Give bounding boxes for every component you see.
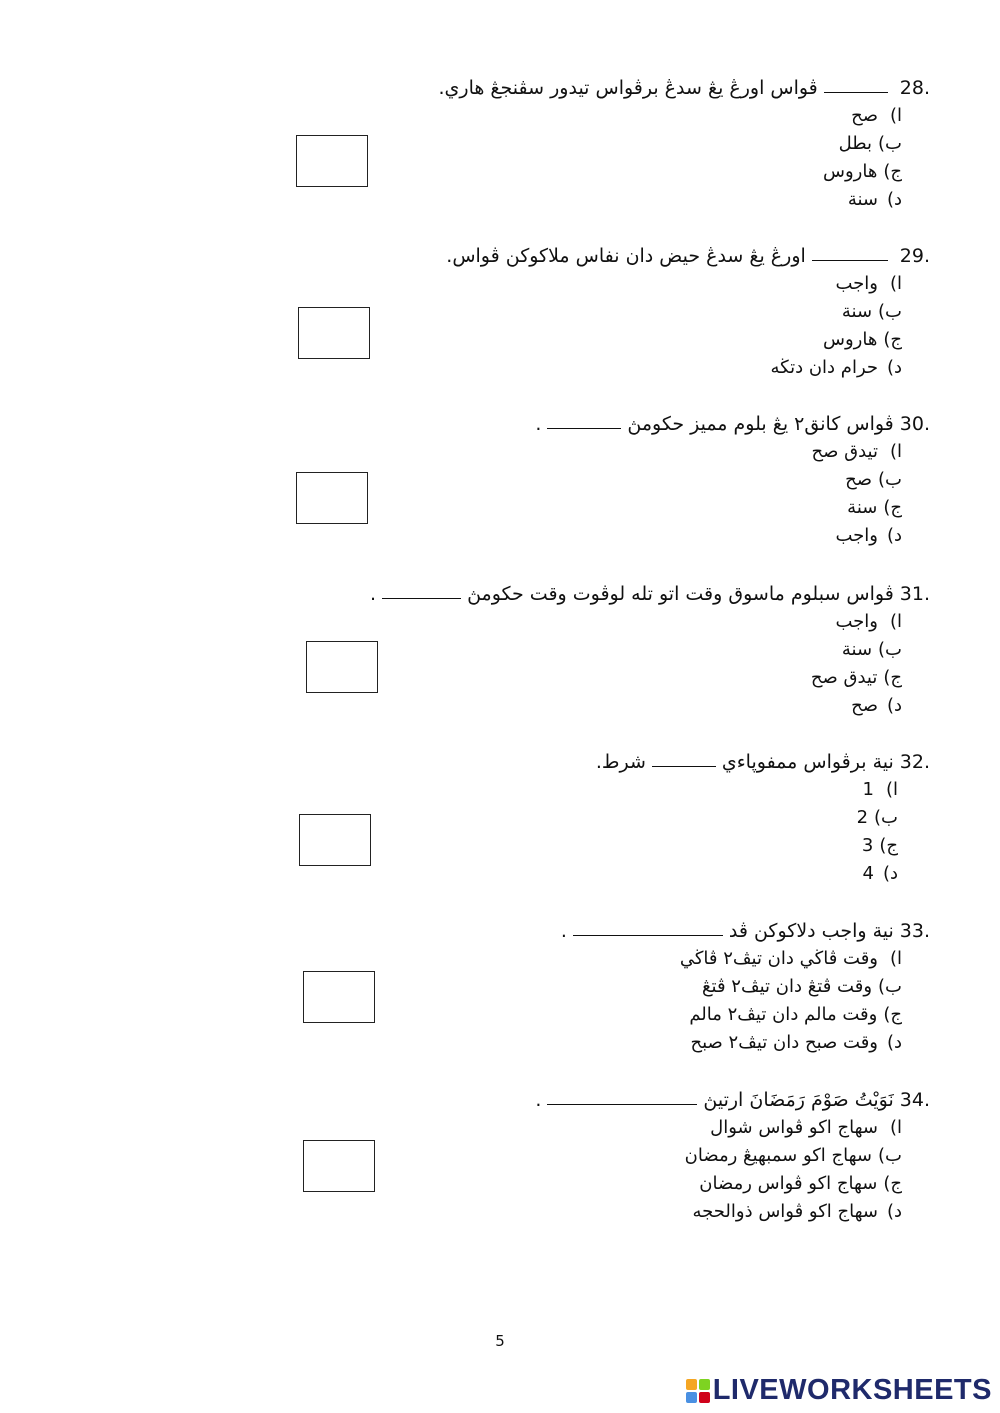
option-d: د) صح bbox=[851, 695, 902, 716]
liveworksheets-logo-icon bbox=[686, 1379, 710, 1403]
options-list bbox=[370, 776, 898, 888]
option-d: د) 4 bbox=[862, 863, 898, 884]
question-number: 28. bbox=[899, 77, 930, 99]
answer-blank bbox=[824, 74, 888, 93]
question-number: 34. bbox=[899, 1089, 930, 1111]
question-text: 30. ڤواس كانق٢ يڠ بلوم مميز حكومڽ . bbox=[370, 410, 930, 438]
liveworksheets-footer[interactable] bbox=[686, 1374, 992, 1407]
question-number: 33. bbox=[899, 920, 930, 942]
question-32 bbox=[370, 748, 930, 888]
answer-blank bbox=[812, 242, 888, 261]
option-c: ج) سنة bbox=[847, 497, 902, 518]
answer-blank bbox=[547, 410, 621, 429]
options-list bbox=[370, 102, 902, 214]
answer-box-34[interactable] bbox=[303, 1140, 375, 1192]
option-a: ا) تيدق صح bbox=[811, 441, 902, 462]
option-a: ا) 1 bbox=[862, 779, 898, 800]
options-list bbox=[370, 945, 902, 1057]
option-b: ب) سنة bbox=[841, 639, 902, 660]
option-d: د) حرام دان دتڬه bbox=[770, 357, 902, 378]
options-list bbox=[370, 1114, 902, 1226]
question-number: 31. bbox=[899, 583, 930, 605]
answer-box-28[interactable] bbox=[296, 135, 368, 187]
question-text: 31. ڤواس سبلوم ماسوق وقت اتو تله لوڤوت وقت حكومڽ . bbox=[370, 580, 930, 608]
option-a: ا) وقت ڤاڬي دان تيڤ٢ ڤاڬي bbox=[679, 948, 902, 969]
option-c: ج) تيدق صح bbox=[810, 667, 902, 688]
answer-blank bbox=[652, 748, 716, 767]
answer-blank bbox=[573, 917, 723, 936]
question-34 bbox=[370, 1086, 930, 1226]
option-a: ا) واجب bbox=[835, 273, 902, 294]
question-number: 30. bbox=[899, 413, 930, 435]
question-text: 34. نَوَيْتُ صَوْمَ رَمَضَانَ ارتيڽ . bbox=[370, 1086, 930, 1114]
option-d: د) سنة bbox=[847, 189, 902, 210]
option-a: ا) واجب bbox=[835, 611, 902, 632]
question-text: 28. ڤواس اورڠ يڠ سدڠ برڤواس تيدور سڤنجڠ هاري. bbox=[370, 74, 930, 102]
question-text: 33. نية واجب دلاكوكن ڤد . bbox=[370, 917, 930, 945]
question-33 bbox=[370, 917, 930, 1057]
answer-box-31[interactable] bbox=[306, 641, 378, 693]
question-28 bbox=[370, 74, 930, 214]
answer-box-33[interactable] bbox=[303, 971, 375, 1023]
brand-name: LIVEWORKSHEETS bbox=[712, 1374, 992, 1406]
option-b: ب) سهاج اكو سمبهيڠ رمضان bbox=[684, 1145, 902, 1166]
option-c: ج) سهاج اكو ڤواس رمضان bbox=[699, 1173, 902, 1194]
option-b: ب) سنة bbox=[841, 301, 902, 322]
options-list bbox=[370, 270, 902, 382]
question-text: 32. نية برڤواس ممفوڽاءي شرط. bbox=[370, 748, 930, 776]
option-b: ب) بطل bbox=[838, 133, 902, 154]
answer-box-29[interactable] bbox=[298, 307, 370, 359]
options-list bbox=[370, 608, 902, 720]
question-text: 29. اورڠ يڠ سدڠ حيض دان نفاس ملاكوكن ڤواس. bbox=[370, 242, 930, 270]
option-c: ج) هاروس bbox=[823, 161, 902, 182]
option-c: ج) وقت مالم دان تيڤ٢ مالم bbox=[689, 1004, 902, 1025]
answer-blank bbox=[382, 580, 461, 599]
answer-blank bbox=[547, 1086, 697, 1105]
option-b: ب) صح bbox=[845, 469, 902, 490]
option-d: د) وقت صبح دان تيڤ٢ صبح bbox=[690, 1032, 902, 1053]
question-31 bbox=[370, 580, 930, 720]
option-b: ب) 2 bbox=[856, 807, 898, 828]
option-a: ا) سهاج اكو ڤواس شوال bbox=[710, 1117, 902, 1138]
question-number: 32. bbox=[899, 751, 930, 773]
answer-box-32[interactable] bbox=[299, 814, 371, 866]
option-a: ا) صح bbox=[851, 105, 902, 126]
logo-square-1 bbox=[686, 1379, 697, 1390]
options-list bbox=[370, 438, 902, 550]
logo-square-4 bbox=[699, 1392, 710, 1403]
option-c: ج) هاروس bbox=[823, 329, 902, 350]
option-c: ج) 3 bbox=[861, 835, 898, 856]
question-30 bbox=[370, 410, 930, 550]
answer-box-30[interactable] bbox=[296, 472, 368, 524]
option-d: د) واجب bbox=[835, 525, 902, 546]
page-number: 5 bbox=[495, 1332, 505, 1350]
option-b: ب) وقت ڤتڠ دان تيڤ٢ ڤتڠ bbox=[701, 976, 902, 997]
logo-square-2 bbox=[699, 1379, 710, 1390]
option-d: د) سهاج اكو ڤواس ذوالحجه bbox=[692, 1201, 902, 1222]
question-29 bbox=[370, 242, 930, 382]
logo-square-3 bbox=[686, 1392, 697, 1403]
question-number: 29. bbox=[899, 245, 930, 267]
